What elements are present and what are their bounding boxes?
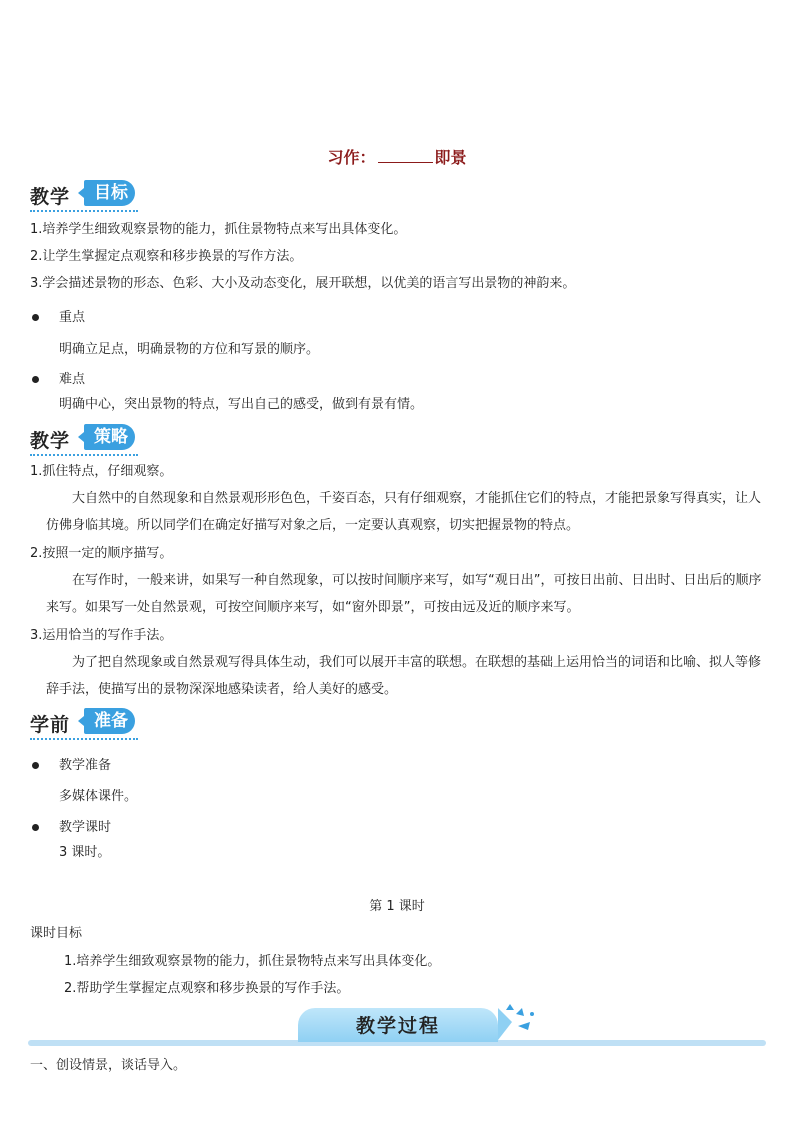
lesson-count-label: 教学课时 — [59, 820, 112, 835]
lesson-goals-label: 课时目标 — [30, 926, 83, 941]
goal-item: 1.培养学生细致观察景物的能力，抓住景物特点来写出具体变化。 — [30, 222, 407, 237]
section-tag: 准备 — [84, 708, 135, 734]
difficulty-text: 明确中心，突出景物的特点，写出自己的感受，做到有景有情。 — [59, 397, 424, 412]
section-underline — [30, 738, 138, 740]
title-blank — [378, 148, 433, 163]
strategy-paragraph: 为了把自然现象或自然景观写得具体生动，我们可以展开丰富的联想。在联想的基础上运用恰当的词语和比喻、拟人等修辞手法，使描写出的景物深深地感染读者，给人美好的感受。 — [46, 655, 762, 697]
process-banner: 教学过程 — [298, 1008, 498, 1042]
section-heading: 学前 — [30, 714, 71, 736]
section-underline — [30, 210, 138, 212]
strategy-title: 2.按照一定的顺序描写。 — [30, 546, 173, 561]
lesson-title: 第 1 课时 — [369, 899, 425, 914]
prep-label: 教学准备 — [59, 758, 112, 773]
process-step: 一、创设情景，谈话导入。 — [30, 1058, 187, 1073]
lesson-goal-item: 2.帮助学生掌握定点观察和移步换景的写作手法。 — [64, 981, 350, 996]
lesson-goal-item: 1.培养学生细致观察景物的能力，抓住景物特点来写出具体变化。 — [64, 954, 441, 969]
section-heading: 教学 — [30, 186, 71, 208]
section-heading: 教学 — [30, 430, 71, 452]
difficulty-label: 难点 — [59, 372, 86, 387]
strategy-title: 3.运用恰当的写作手法。 — [30, 628, 173, 643]
bullet-icon — [32, 824, 39, 831]
strategy-paragraph: 大自然中的自然现象和自然景观形形色色，千姿百态，只有仔细观察，才能抓住它们的特点，才能把景象写得真实，让人仿佛身临其境。所以同学们在确定好描写对象之后，一定要认真观察，切实把握景物的特点。 — [46, 491, 762, 533]
strategy-title: 1.抓住特点，仔细观察。 — [30, 464, 173, 479]
title-prefix: 习作： — [327, 148, 376, 167]
splash-decoration-icon — [498, 1004, 538, 1040]
strategy-paragraph: 在写作时，一般来讲，如果写一种自然现象，可以按时间顺序来写，如写“观日出”，可按日出前、日出时、日出后的顺序来写。如果写一处自然景观，可按空间顺序来写，如“窗外即景”，可按由远及近的顺序来写。 — [46, 573, 762, 615]
section-underline — [30, 454, 138, 456]
section-tag: 策略 — [84, 424, 135, 450]
bullet-icon — [32, 314, 39, 321]
key-point-label: 重点 — [59, 310, 86, 325]
key-point-text: 明确立足点，明确景物的方位和写景的顺序。 — [59, 342, 320, 357]
document-title — [0, 145, 794, 168]
bullet-icon — [32, 376, 39, 383]
title-suffix: 即景 — [434, 148, 467, 167]
prep-text: 多媒体课件。 — [59, 789, 138, 804]
section-tag: 目标 — [84, 180, 135, 206]
bullet-icon — [32, 762, 39, 769]
lesson-count-text: 3 课时。 — [59, 845, 111, 860]
goal-item: 2.让学生掌握定点观察和移步换景的写作方法。 — [30, 249, 303, 264]
goal-item: 3.学会描述景物的形态、色彩、大小及动态变化，展开联想，以优美的语言写出景物的神韵来。 — [30, 276, 576, 291]
